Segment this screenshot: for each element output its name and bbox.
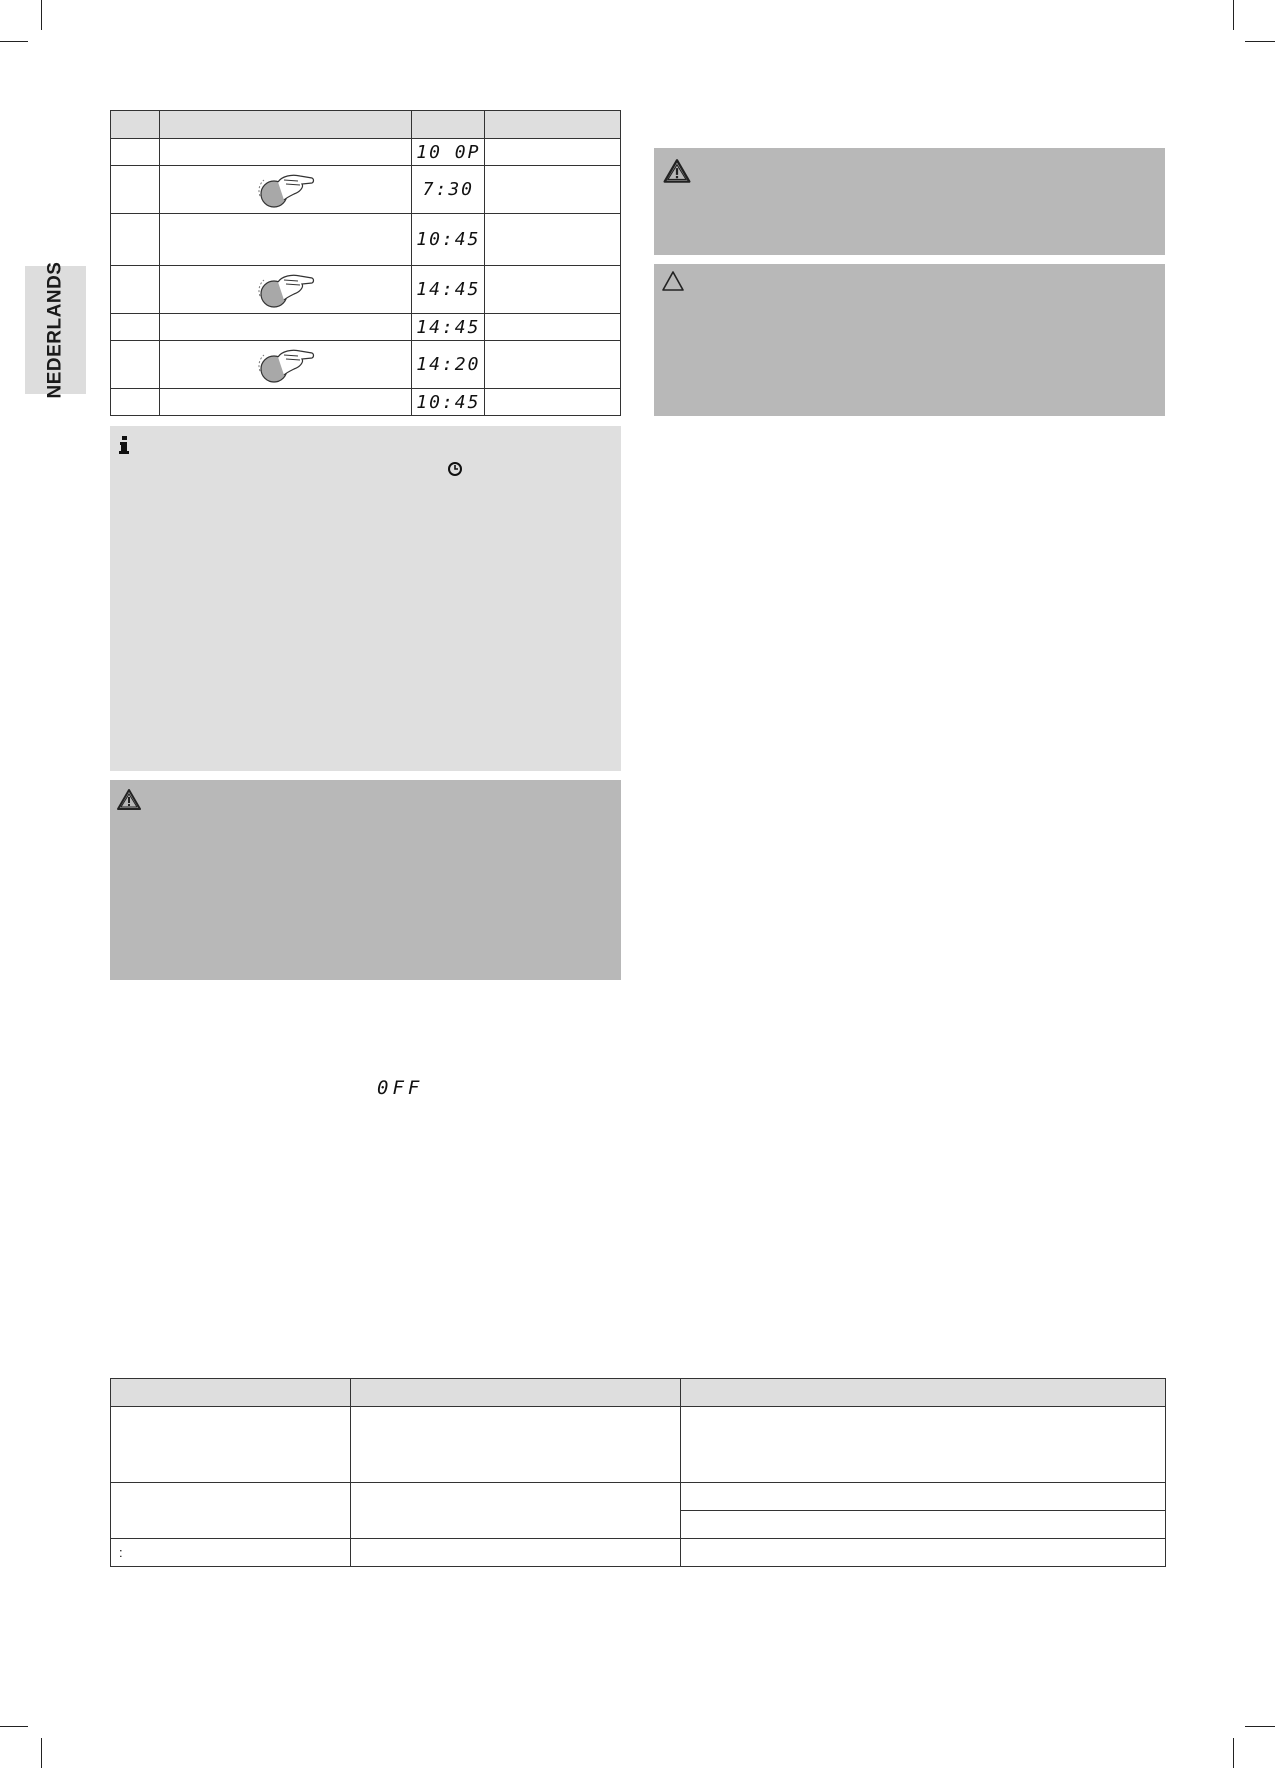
warning-box: [110, 780, 621, 980]
display-table: [110, 110, 621, 416]
clock-icon: [447, 461, 463, 477]
table-row: [111, 166, 621, 214]
crop-mark: [41, 1738, 42, 1768]
knob-turn-icon: [254, 270, 318, 310]
display-readout: 14:45: [416, 279, 481, 300]
crop-mark: [0, 41, 28, 42]
table-row: [111, 139, 621, 166]
table-row: [111, 341, 621, 389]
warning-icon: [116, 788, 142, 812]
warning-icon: [662, 158, 692, 185]
table-header-cell: [681, 1379, 1166, 1407]
table-header-cell: [111, 111, 160, 139]
caution-icon: [661, 270, 685, 292]
info-icon: [118, 436, 130, 454]
language-tab-label: NEDERLANDS: [44, 261, 66, 399]
table-header-row: [111, 111, 621, 139]
table-header-cell: [412, 111, 485, 139]
table-header-cell: [159, 111, 412, 139]
table-header-cell: [350, 1379, 681, 1407]
knob-turn-icon: [254, 170, 318, 210]
display-readout: 14:20: [416, 354, 481, 375]
table-header-cell: [111, 1379, 351, 1407]
table-row: [111, 1483, 1166, 1511]
table-row: [111, 314, 621, 341]
table-row: [111, 1407, 1166, 1483]
troubleshooting-table: [110, 1378, 1166, 1567]
crop-mark: [1233, 1738, 1234, 1768]
crop-mark: [1233, 0, 1234, 30]
table-cell: :: [111, 1539, 351, 1567]
warning-box: [654, 148, 1165, 255]
table-header-row: [111, 1379, 1166, 1407]
display-readout: 10:45: [416, 391, 481, 413]
caution-box: [654, 264, 1165, 416]
crop-mark: [1245, 41, 1275, 42]
off-display-readout: 0FF: [377, 1077, 424, 1099]
knob-turn-icon: [254, 345, 318, 385]
crop-mark: [41, 0, 42, 30]
table-row: [111, 214, 621, 266]
table-row: [111, 266, 621, 314]
display-readout: 10:45: [416, 229, 481, 250]
language-tab: [25, 261, 86, 399]
crop-mark: [0, 1726, 28, 1727]
info-note-box: [110, 426, 621, 771]
display-readout: 14:45: [416, 316, 481, 338]
crop-mark: [1245, 1726, 1275, 1727]
display-readout: 10 0P: [416, 141, 481, 163]
display-readout: 7:30: [422, 179, 475, 200]
table-row: [111, 1539, 1166, 1567]
table-header-cell: [485, 111, 621, 139]
table-row: [111, 389, 621, 416]
